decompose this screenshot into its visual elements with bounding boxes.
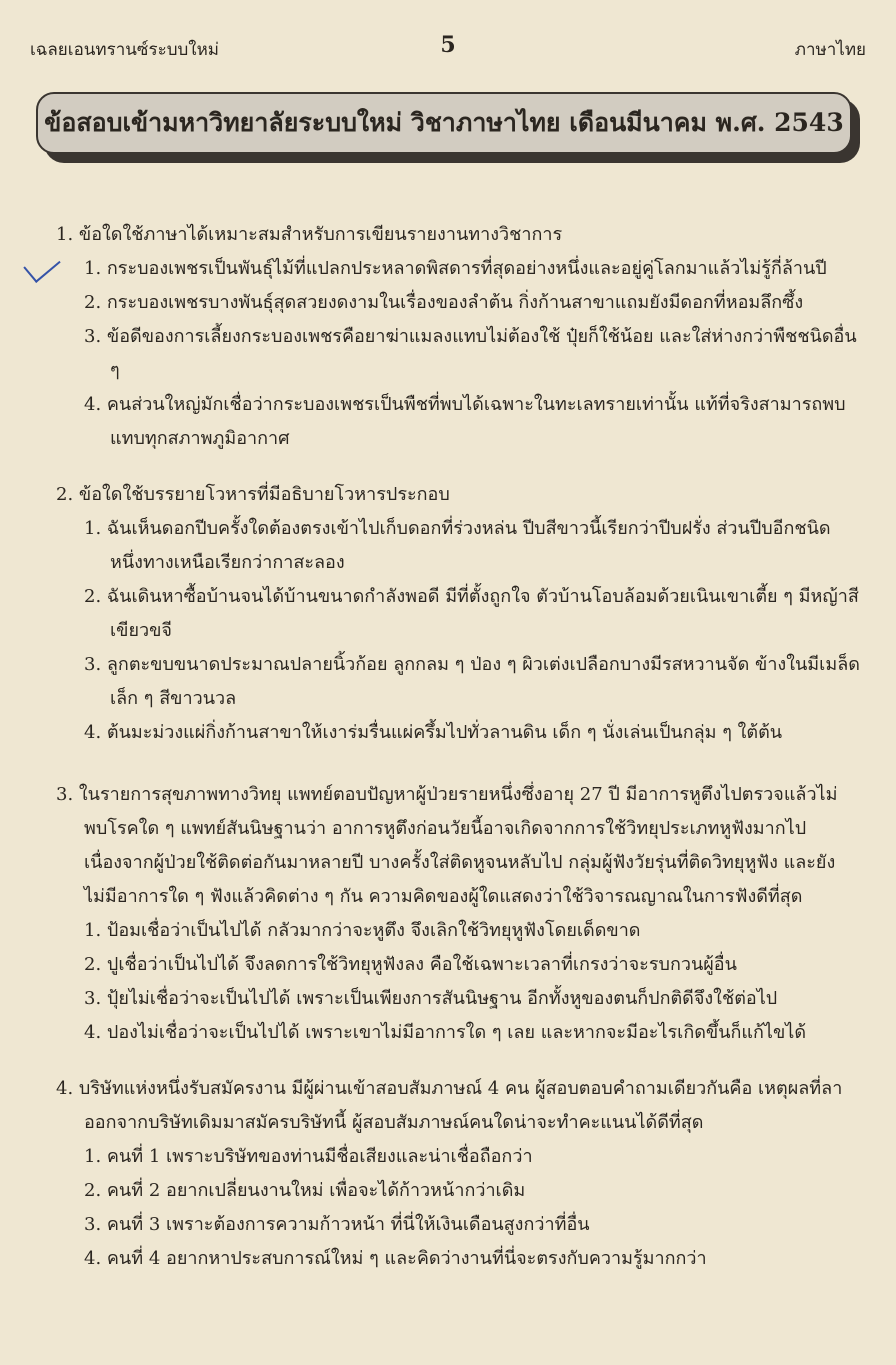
option: 2. ฉันเดินหาซื้อบ้านจนได้บ้านขนาดกำลังพอดี มีที่ตั้งถูกใจ ตัวบ้านโอบล้อมด้วยเนินเขาเตี้ย ๆ มีหญ้าสีเขียวขจี [84,586,859,641]
question-stem: 4. บริษัทแห่งหนึ่งรับสมัครงาน มีผู้ผ่านเข้าสอบสัมภาษณ์ 4 คน ผู้สอบตอบคำถามเดียวกันคือ เหตุผลที่ลาออกจากบริษัทเดิมมาสมัครบริษัทนี้ ผู้สอบสัมภาษณ์คนใดน่าจะทำคะแนนได้ดีที่สุด [56,1078,843,1133]
option: 2. กระบองเพชรบางพันธุ์สุดสวยงดงามในเรื่องของลำต้น กิ่งก้านสาขาแถมยังมีดอกที่หอมลึกซึ้ง [84,292,804,313]
option: 4. คนที่ 4 อยากหาประสบการณ์ใหม่ ๆ และคิดว่างานที่นี่จะตรงกับความรู้มากกว่า [84,1248,707,1269]
question-stem: 3. ในรายการสุขภาพทางวิทยุ แพทย์ตอบปัญหาผู้ป่วยรายหนึ่งซึ่งอายุ 27 ปี มีอาการหูตึงไปตรวจแล้วไม่พบโรคใด ๆ แพทย์สันนิษฐานว่า อาการหูตึงก่อนวัยนี้อาจเกิดจากการใช้วิทยุประเภทหูฟังมากไปเนื่องจากผู้ป่วยใช้ติดต่อกันมาหลายปี บางครั้งใส่ติดหูจนหลับไป กลุ่มผู้ฟังวัยรุ่นที่ติดวิทยุหูฟัง และยังไม่มีอาการใด ๆ ฟังแล้วคิดต่าง ๆ กัน ความคิดของผู้ใดแสดงว่าใช้วิจารณญาณในการฟังดีที่สุด [56,784,838,907]
question-stem: 1. ข้อใดใช้ภาษาได้เหมาะสมสำหรับการเขียนรายงานทางวิชาการ [56,224,563,245]
running-header-left: เฉลยเอนทรานซ์ระบบใหม่ [30,40,220,60]
page-number: 5 [440,32,456,58]
question-4 [0,1072,896,1276]
option: 3. ปุ้ยไม่เชื่อว่าจะเป็นไปได้ เพราะเป็นเพียงการสันนิษฐาน อีกทั้งหูของตนก็ปกติดีจึงใช้ต่อไป [84,988,778,1009]
option: 3. ลูกตะขบขนาดประมาณปลายนิ้วก้อย ลูกกลม ๆ ป่อง ๆ ผิวเต่งเปลือกบางมีรสหวานจัด ข้างในมีเมล็ดเล็ก ๆ สีขาวนวล [84,654,860,709]
option: 2. คนที่ 2 อยากเปลี่ยนงานใหม่ เพื่อจะได้ก้าวหน้ากว่าเดิม [84,1180,526,1201]
option: 2. ปูเชื่อว่าเป็นไปได้ จึงลดการใช้วิทยุหูฟังลง คือใช้เฉพาะเวลาที่เกรงว่าจะรบกวนผู้อื่น [84,954,737,975]
option: 4. ต้นมะม่วงแผ่กิ่งก้านสาขาให้เงาร่มรื่นแผ่ครึ้มไปทั่วลานดิน เด็ก ๆ นั่งเล่นเป็นกลุ่ม ๆ ใต้ต้น [84,722,783,743]
option: 1. ป้อมเชื่อว่าเป็นไปได้ กลัวมากว่าจะหูตึง จึงเลิกใช้วิทยุหูฟังโดยเด็ดขาด [84,920,641,941]
option: 3. ข้อดีของการเลี้ยงกระบองเพชรคือยาฆ่าแมลงแทบไม่ต้องใช้ ปุ๋ยก็ใช้น้อย และใส่ห่างกว่าพืชชนิดอื่น ๆ [84,326,857,381]
question-3 [0,778,896,1050]
running-header-right: ภาษาไทย [794,40,866,60]
page-title: ข้อสอบเข้ามหาวิทยาลัยระบบใหม่ วิชาภาษาไทย เดือนมีนาคม พ.ศ. 2543 [44,108,844,137]
question-1 [0,218,896,456]
option: 4. ปองไม่เชื่อว่าจะเป็นไปได้ เพราะเขาไม่มีอาการใด ๆ เลย และหากจะมีอะไรเกิดขึ้นก็แก้ไขได้ [84,1022,807,1043]
question-2 [0,478,896,750]
option: 1. คนที่ 1 เพราะบริษัทของท่านมีชื่อเสียงและน่าเชื่อถือกว่า [84,1146,533,1167]
question-stem: 2. ข้อใดใช้บรรยายโวหารที่มีอธิบายโวหารประกอบ [56,484,450,505]
option: 3. คนที่ 3 เพราะต้องการความก้าวหน้า ที่นี่ให้เงินเดือนสูงกว่าที่อื่น [84,1214,590,1235]
option: 1. กระบองเพชรเป็นพันธุ์ไม้ที่แปลกประหลาดพิสดารที่สุดอย่างหนึ่งและอยู่คู่โลกมาแล้วไม่รู้กี่ล้านปี [84,258,827,279]
option: 1. ฉันเห็นดอกปีบครั้งใดต้องตรงเข้าไปเก็บดอกที่ร่วงหล่น ปีบสีขาวนี้เรียกว่าปีบฝรั่ง ส่วนปีบอีกชนิดหนึ่งทางเหนือเรียกว่ากาสะลอง [84,518,831,573]
option: 4. คนส่วนใหญ่มักเชื่อว่ากระบองเพชรเป็นพืชที่พบได้เฉพาะในทะเลทรายเท่านั้น แท้ที่จริงสามารถพบแทบทุกสภาพภูมิอากาศ [84,394,846,449]
